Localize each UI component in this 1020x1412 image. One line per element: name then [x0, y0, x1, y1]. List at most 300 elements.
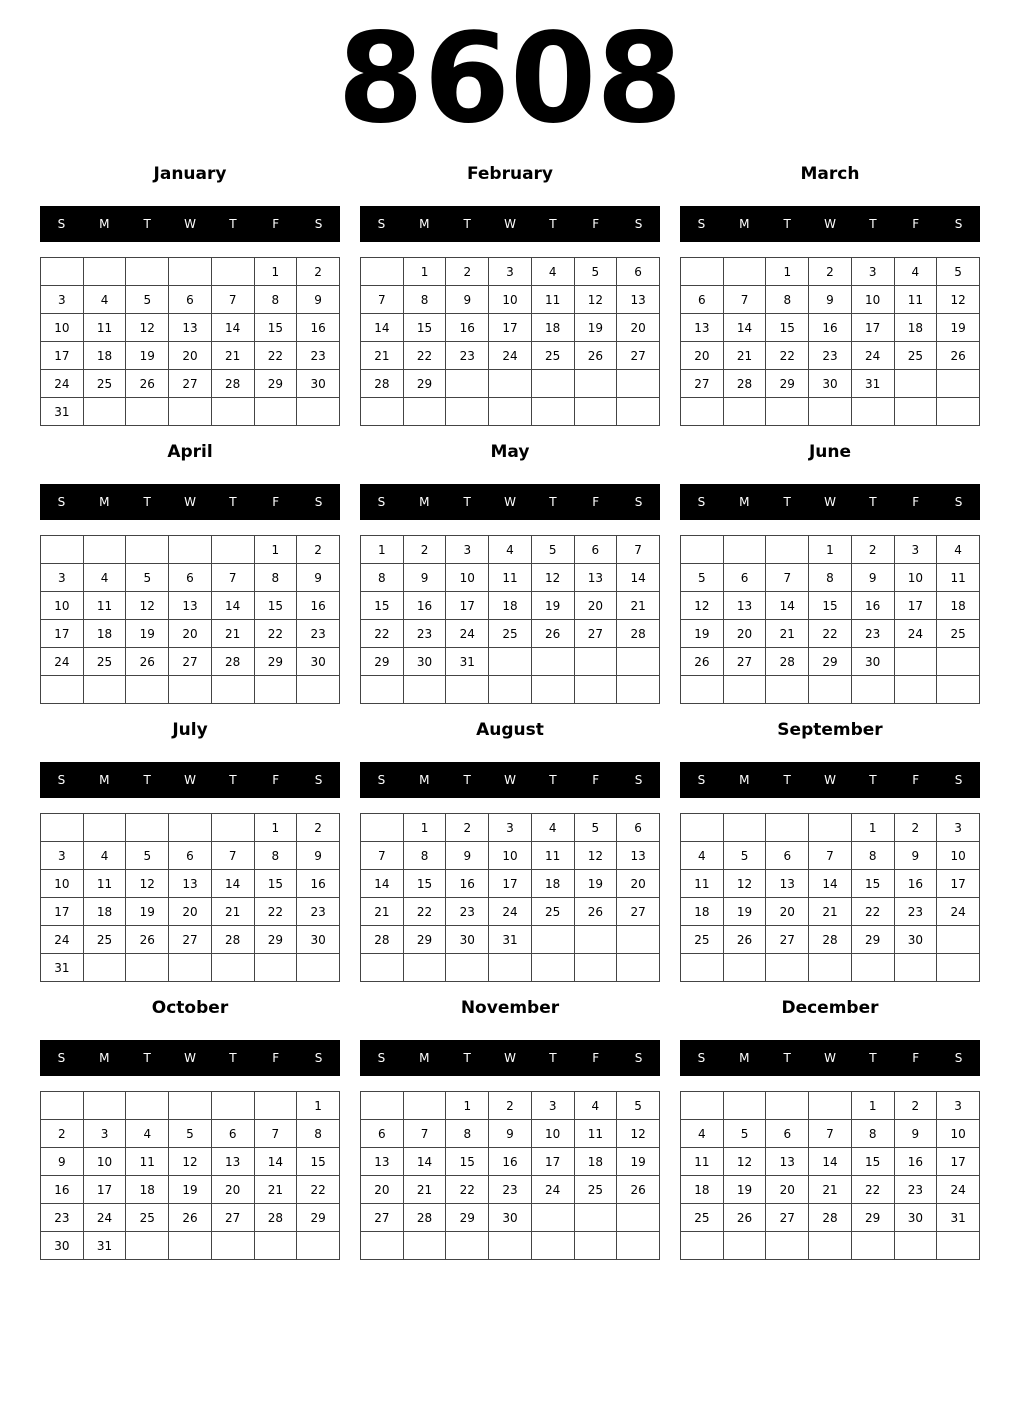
week-row [41, 898, 340, 926]
day-cell: 1 [361, 536, 404, 564]
day-cell [211, 1092, 254, 1120]
weekday-header [40, 762, 340, 798]
day-cell: 1 [446, 1092, 489, 1120]
day-cell: 31 [83, 1232, 126, 1260]
week-row [41, 258, 340, 286]
week-row [681, 258, 980, 286]
day-cell [894, 676, 937, 704]
weekday-label: W [184, 773, 196, 787]
day-cell [361, 676, 404, 704]
week-row [681, 814, 980, 842]
day-cell [531, 370, 574, 398]
weekday-label: T [143, 773, 151, 787]
day-cell: 22 [766, 342, 809, 370]
day-cell: 30 [297, 370, 340, 398]
weekday-label: T [143, 495, 151, 509]
day-cell: 18 [894, 314, 937, 342]
day-cell: 18 [681, 898, 724, 926]
weekday-label: F [592, 1051, 600, 1065]
weekday-label: M [419, 1051, 430, 1065]
day-cell: 21 [617, 592, 660, 620]
day-cell: 16 [894, 1148, 937, 1176]
day-cell: 1 [851, 814, 894, 842]
day-cell: 22 [851, 1176, 894, 1204]
day-cell: 19 [681, 620, 724, 648]
day-cell: 15 [809, 592, 852, 620]
day-cell: 23 [446, 342, 489, 370]
day-cell [169, 1232, 212, 1260]
day-cell: 24 [489, 342, 532, 370]
day-cell [41, 1092, 84, 1120]
day-cell: 10 [937, 1120, 980, 1148]
day-cell [937, 954, 980, 982]
weekday-label: S [314, 217, 323, 231]
day-cell: 25 [531, 898, 574, 926]
day-cell [617, 370, 660, 398]
day-cell: 30 [489, 1204, 532, 1232]
weekday-label: T [463, 773, 471, 787]
day-cell [681, 1092, 724, 1120]
day-cell [766, 814, 809, 842]
day-cell: 4 [681, 842, 724, 870]
day-cell [937, 398, 980, 426]
month-name: July [172, 720, 208, 740]
day-cell: 8 [403, 286, 446, 314]
day-cell: 27 [169, 648, 212, 676]
day-cell [894, 398, 937, 426]
weekday-label: F [272, 1051, 280, 1065]
week-row [681, 398, 980, 426]
day-cell: 12 [617, 1120, 660, 1148]
day-cell [297, 1232, 340, 1260]
weekday-label: F [912, 773, 920, 787]
weekday-label: W [184, 495, 196, 509]
weekday-header [40, 1040, 340, 1076]
weekday-label: S [377, 773, 386, 787]
day-cell [446, 370, 489, 398]
day-cell: 26 [169, 1204, 212, 1232]
week-row [361, 592, 660, 620]
day-cell: 28 [403, 1204, 446, 1232]
day-cell [254, 1092, 297, 1120]
weekday-label: S [954, 217, 963, 231]
weekday-label: S [697, 1051, 706, 1065]
day-cell: 1 [254, 258, 297, 286]
day-cell: 20 [723, 620, 766, 648]
day-cell [723, 954, 766, 982]
day-cell: 1 [809, 536, 852, 564]
week-row [41, 592, 340, 620]
day-cell: 23 [297, 898, 340, 926]
day-cell: 22 [361, 620, 404, 648]
day-cell: 31 [937, 1204, 980, 1232]
day-cell: 19 [574, 314, 617, 342]
day-cell: 28 [809, 1204, 852, 1232]
day-cell: 30 [894, 926, 937, 954]
day-cell: 7 [361, 842, 404, 870]
day-cell: 3 [937, 814, 980, 842]
day-cell [41, 676, 84, 704]
day-cell: 21 [361, 342, 404, 370]
day-cell: 3 [531, 1092, 574, 1120]
day-cell: 6 [169, 564, 212, 592]
day-cell: 17 [489, 314, 532, 342]
day-cell: 8 [851, 1120, 894, 1148]
weekday-label: M [739, 217, 750, 231]
day-cell: 5 [937, 258, 980, 286]
day-cell: 14 [809, 870, 852, 898]
weekday-label: M [739, 495, 750, 509]
week-row [41, 648, 340, 676]
day-cell [894, 1232, 937, 1260]
day-cell: 28 [617, 620, 660, 648]
weekday-label: S [57, 773, 66, 787]
day-cell: 18 [531, 314, 574, 342]
weekday-header [360, 484, 660, 520]
day-cell: 2 [851, 536, 894, 564]
day-cell: 19 [574, 870, 617, 898]
weekday-label: W [184, 1051, 196, 1065]
day-cell: 10 [489, 286, 532, 314]
day-cell: 11 [126, 1148, 169, 1176]
week-row [41, 398, 340, 426]
day-cell: 24 [894, 620, 937, 648]
day-cell: 7 [254, 1120, 297, 1148]
day-cell: 20 [617, 314, 660, 342]
day-cell: 12 [574, 286, 617, 314]
day-cell: 23 [489, 1176, 532, 1204]
day-cell: 13 [681, 314, 724, 342]
day-cell [617, 398, 660, 426]
weekday-label: S [954, 773, 963, 787]
day-cell: 19 [126, 342, 169, 370]
weekday-label: S [57, 495, 66, 509]
weekday-label: T [229, 495, 237, 509]
day-cell: 16 [894, 870, 937, 898]
weekday-label: S [314, 1051, 323, 1065]
month-name: February [466, 164, 554, 184]
day-cell: 10 [83, 1148, 126, 1176]
day-cell: 26 [574, 342, 617, 370]
day-cell [851, 398, 894, 426]
day-cell [361, 954, 404, 982]
day-cell: 1 [403, 258, 446, 286]
weekday-label: F [272, 217, 280, 231]
day-cell: 12 [126, 592, 169, 620]
day-cell: 10 [41, 314, 84, 342]
day-cell: 5 [126, 842, 169, 870]
day-cell: 25 [83, 370, 126, 398]
weekday-label: T [869, 495, 877, 509]
day-cell [446, 954, 489, 982]
day-cell [211, 954, 254, 982]
week-row [361, 1092, 660, 1120]
day-cell: 23 [403, 620, 446, 648]
day-cell [83, 398, 126, 426]
day-cell: 27 [617, 898, 660, 926]
day-cell: 13 [617, 842, 660, 870]
day-cell: 31 [851, 370, 894, 398]
month-name: September [777, 720, 883, 740]
day-cell: 5 [169, 1120, 212, 1148]
day-cell [809, 1092, 852, 1120]
day-cell [403, 676, 446, 704]
day-cell: 16 [489, 1148, 532, 1176]
month-name: March [800, 164, 860, 184]
day-cell: 7 [361, 286, 404, 314]
day-cell: 24 [937, 898, 980, 926]
day-cell [489, 1232, 532, 1260]
day-cell: 28 [211, 926, 254, 954]
day-cell [809, 954, 852, 982]
week-row [41, 1092, 340, 1120]
weekday-label: T [143, 1051, 151, 1065]
day-cell: 31 [41, 398, 84, 426]
day-cell: 27 [766, 1204, 809, 1232]
day-cell: 2 [297, 258, 340, 286]
day-cell: 10 [937, 842, 980, 870]
day-cell: 20 [617, 870, 660, 898]
weekday-label: F [272, 773, 280, 787]
day-cell: 9 [41, 1148, 84, 1176]
day-cell [297, 676, 340, 704]
week-row [681, 926, 980, 954]
day-cell [531, 954, 574, 982]
day-cell [41, 814, 84, 842]
day-cell [851, 1232, 894, 1260]
day-cell: 4 [83, 564, 126, 592]
day-cell: 16 [809, 314, 852, 342]
day-cell [211, 258, 254, 286]
weekday-label: S [57, 217, 66, 231]
day-cell: 29 [254, 370, 297, 398]
weekday-header [680, 206, 980, 242]
day-cell: 14 [361, 314, 404, 342]
day-cell: 4 [489, 536, 532, 564]
weekday-label: S [634, 495, 643, 509]
weekday-label: S [377, 217, 386, 231]
day-cell [894, 648, 937, 676]
day-cell: 24 [446, 620, 489, 648]
day-cell: 14 [211, 592, 254, 620]
day-cell: 11 [681, 870, 724, 898]
weekday-label: W [504, 217, 516, 231]
day-cell: 26 [126, 370, 169, 398]
day-cell: 25 [937, 620, 980, 648]
day-cell: 25 [126, 1204, 169, 1232]
day-cell: 17 [446, 592, 489, 620]
day-cell [254, 398, 297, 426]
day-cell: 9 [297, 564, 340, 592]
day-cell [937, 1232, 980, 1260]
weekday-header [40, 206, 340, 242]
day-cell: 23 [297, 620, 340, 648]
day-cell: 9 [489, 1120, 532, 1148]
day-cell: 21 [403, 1176, 446, 1204]
day-cell [851, 676, 894, 704]
day-cell: 24 [41, 648, 84, 676]
day-cell: 12 [723, 870, 766, 898]
week-row [681, 564, 980, 592]
day-cell: 15 [297, 1148, 340, 1176]
day-cell: 20 [766, 898, 809, 926]
day-cell: 20 [361, 1176, 404, 1204]
day-cell [169, 398, 212, 426]
week-row [361, 398, 660, 426]
day-cell [169, 258, 212, 286]
day-cell: 4 [937, 536, 980, 564]
weekday-label: T [549, 773, 557, 787]
day-cell: 22 [254, 898, 297, 926]
day-cell: 20 [169, 898, 212, 926]
weekday-label: S [697, 217, 706, 231]
day-cell: 20 [211, 1176, 254, 1204]
day-cell: 22 [254, 620, 297, 648]
day-cell: 5 [723, 842, 766, 870]
weekday-label: W [504, 773, 516, 787]
week-row [681, 342, 980, 370]
day-cell [681, 814, 724, 842]
day-cell [126, 1092, 169, 1120]
day-cell [723, 676, 766, 704]
day-cell: 11 [894, 286, 937, 314]
day-cell: 13 [723, 592, 766, 620]
day-cell: 1 [403, 814, 446, 842]
day-cell: 5 [126, 286, 169, 314]
day-grid [40, 257, 340, 426]
day-grid [360, 257, 660, 426]
weekday-label: M [99, 1051, 110, 1065]
day-grid [680, 813, 980, 982]
weekday-label: T [463, 1051, 471, 1065]
week-row [361, 370, 660, 398]
day-grid [360, 535, 660, 704]
weekday-label: S [634, 217, 643, 231]
weekday-label: S [314, 773, 323, 787]
weekday-label: W [824, 773, 836, 787]
day-cell [126, 954, 169, 982]
week-row [41, 286, 340, 314]
day-cell: 26 [574, 898, 617, 926]
week-row [681, 536, 980, 564]
weekday-label: T [783, 773, 791, 787]
day-cell: 11 [83, 592, 126, 620]
day-cell: 17 [937, 870, 980, 898]
day-cell [574, 1204, 617, 1232]
day-cell: 5 [574, 258, 617, 286]
week-row [361, 1120, 660, 1148]
weekday-label: M [99, 773, 110, 787]
day-cell: 3 [489, 814, 532, 842]
day-cell [681, 398, 724, 426]
day-cell: 3 [41, 564, 84, 592]
day-cell: 9 [809, 286, 852, 314]
day-cell: 16 [851, 592, 894, 620]
day-cell [574, 648, 617, 676]
day-cell: 15 [403, 314, 446, 342]
day-cell: 18 [83, 620, 126, 648]
day-cell: 5 [126, 564, 169, 592]
day-cell: 21 [211, 620, 254, 648]
day-cell [809, 398, 852, 426]
day-cell [489, 648, 532, 676]
day-cell: 3 [894, 536, 937, 564]
day-cell [681, 258, 724, 286]
day-cell [83, 676, 126, 704]
day-cell: 14 [809, 1148, 852, 1176]
day-cell: 10 [41, 870, 84, 898]
day-cell: 30 [297, 648, 340, 676]
day-cell: 29 [851, 926, 894, 954]
day-cell [574, 676, 617, 704]
day-cell: 25 [83, 926, 126, 954]
day-cell: 7 [809, 1120, 852, 1148]
day-cell: 26 [126, 648, 169, 676]
weekday-label: M [99, 495, 110, 509]
day-cell [211, 676, 254, 704]
weekday-header [360, 1040, 660, 1076]
day-cell: 21 [809, 898, 852, 926]
day-cell: 2 [894, 1092, 937, 1120]
week-row [361, 648, 660, 676]
month-name: October [151, 998, 229, 1018]
day-cell: 13 [617, 286, 660, 314]
day-cell [126, 536, 169, 564]
day-cell: 17 [851, 314, 894, 342]
day-cell: 15 [851, 1148, 894, 1176]
day-cell: 30 [851, 648, 894, 676]
day-cell [681, 676, 724, 704]
day-cell: 29 [403, 926, 446, 954]
day-cell: 24 [851, 342, 894, 370]
day-cell: 16 [446, 870, 489, 898]
day-cell [937, 648, 980, 676]
day-cell: 4 [83, 842, 126, 870]
day-cell: 14 [617, 564, 660, 592]
week-row [361, 314, 660, 342]
day-cell [574, 370, 617, 398]
weekday-label: T [783, 1051, 791, 1065]
day-cell [254, 1232, 297, 1260]
weekday-label: T [869, 773, 877, 787]
weekday-label: F [912, 217, 920, 231]
weekday-label: M [419, 495, 430, 509]
weekday-label: S [377, 495, 386, 509]
day-cell: 18 [126, 1176, 169, 1204]
weekday-label: M [419, 773, 430, 787]
day-cell: 4 [894, 258, 937, 286]
day-cell [83, 258, 126, 286]
day-cell: 11 [681, 1148, 724, 1176]
day-cell: 10 [894, 564, 937, 592]
day-cell [361, 258, 404, 286]
week-row [41, 926, 340, 954]
day-cell [809, 1232, 852, 1260]
day-cell: 13 [211, 1148, 254, 1176]
day-cell: 7 [211, 842, 254, 870]
week-row [41, 1176, 340, 1204]
day-cell [83, 814, 126, 842]
day-cell: 31 [41, 954, 84, 982]
day-cell [403, 398, 446, 426]
day-cell: 14 [211, 870, 254, 898]
week-row [41, 1204, 340, 1232]
day-cell: 8 [254, 842, 297, 870]
day-cell: 18 [531, 870, 574, 898]
day-cell [766, 1232, 809, 1260]
day-cell: 9 [297, 842, 340, 870]
day-cell [681, 536, 724, 564]
